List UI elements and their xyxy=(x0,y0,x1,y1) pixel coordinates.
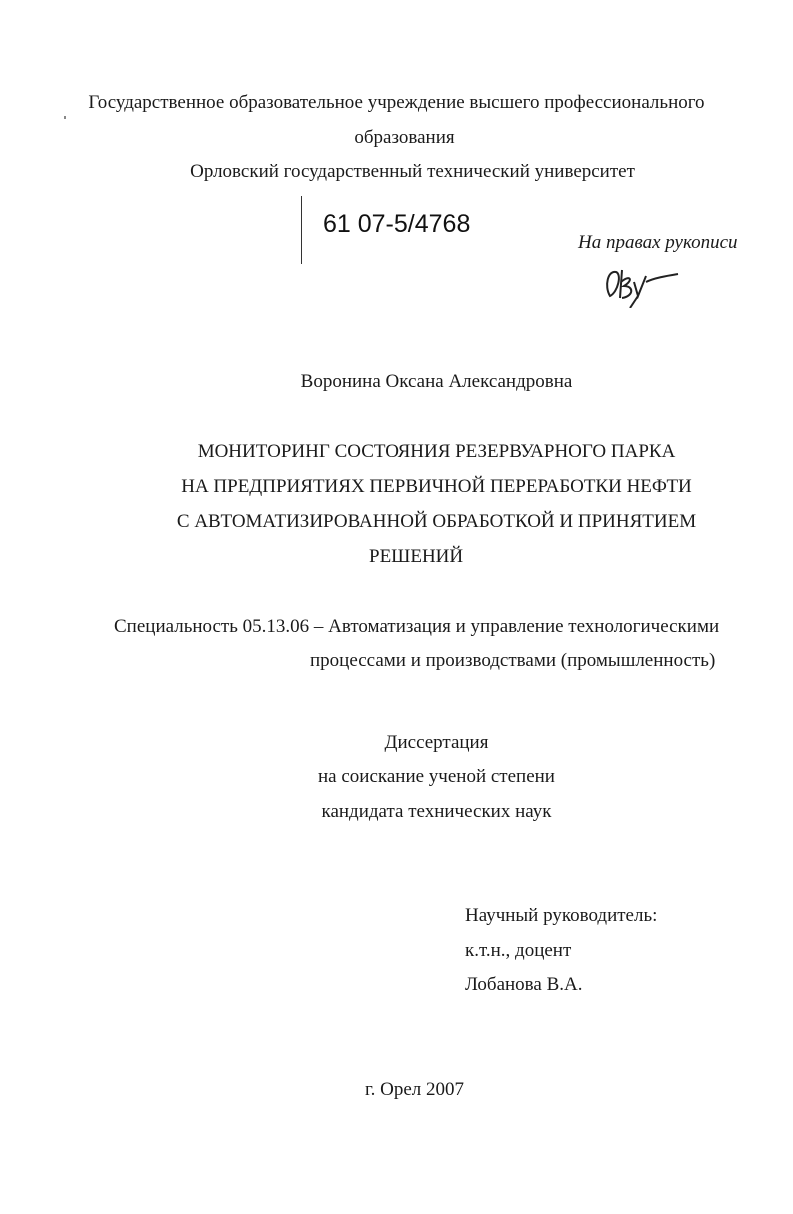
supervisor-name: Лобанова В.А. xyxy=(465,974,583,995)
place-year: г. Орел 2007 xyxy=(364,1079,465,1100)
stamp-bar xyxy=(301,196,302,264)
institution-line-1: Государственное образовательное учреждение высшего профессионального xyxy=(88,92,705,113)
supervisor-label: Научный руководитель: xyxy=(465,905,658,926)
dissertation-label: Диссертация xyxy=(384,732,489,753)
specialty-line-2: процессами и производствами (промышленность) xyxy=(310,650,716,671)
library-stamp-code: 61 07-5/4768 xyxy=(323,210,471,238)
institution-name: Орловский государственный технический университет xyxy=(190,161,635,182)
title-line-4: РЕШЕНИЙ xyxy=(369,546,464,567)
dissertation-field-line: кандидата технических наук xyxy=(321,801,552,822)
title-line-2: НА ПРЕДПРИЯТИЯХ ПЕРВИЧНОЙ ПЕРЕРАБОТКИ НЕФТИ xyxy=(181,476,692,497)
author-name: Воронина Оксана Александровна xyxy=(300,371,573,392)
scan-speck xyxy=(64,116,66,119)
institution-line-2: образования xyxy=(354,127,455,148)
title-line-3: С АВТОМАТИЗИРОВАННОЙ ОБРАБОТКОЙ И ПРИНЯТИЕМ xyxy=(176,511,697,532)
supervisor-degree: к.т.н., доцент xyxy=(465,940,572,961)
signature-icon xyxy=(600,262,680,308)
title-line-1: МОНИТОРИНГ СОСТОЯНИЯ РЕЗЕРВУАРНОГО ПАРКА xyxy=(197,441,676,462)
manuscript-note: На правах рукописи xyxy=(578,232,738,253)
dissertation-degree-line: на соискание ученой степени xyxy=(318,766,555,787)
specialty-line-1: Специальность 05.13.06 – Автоматизация и управление технологическими xyxy=(114,616,720,637)
